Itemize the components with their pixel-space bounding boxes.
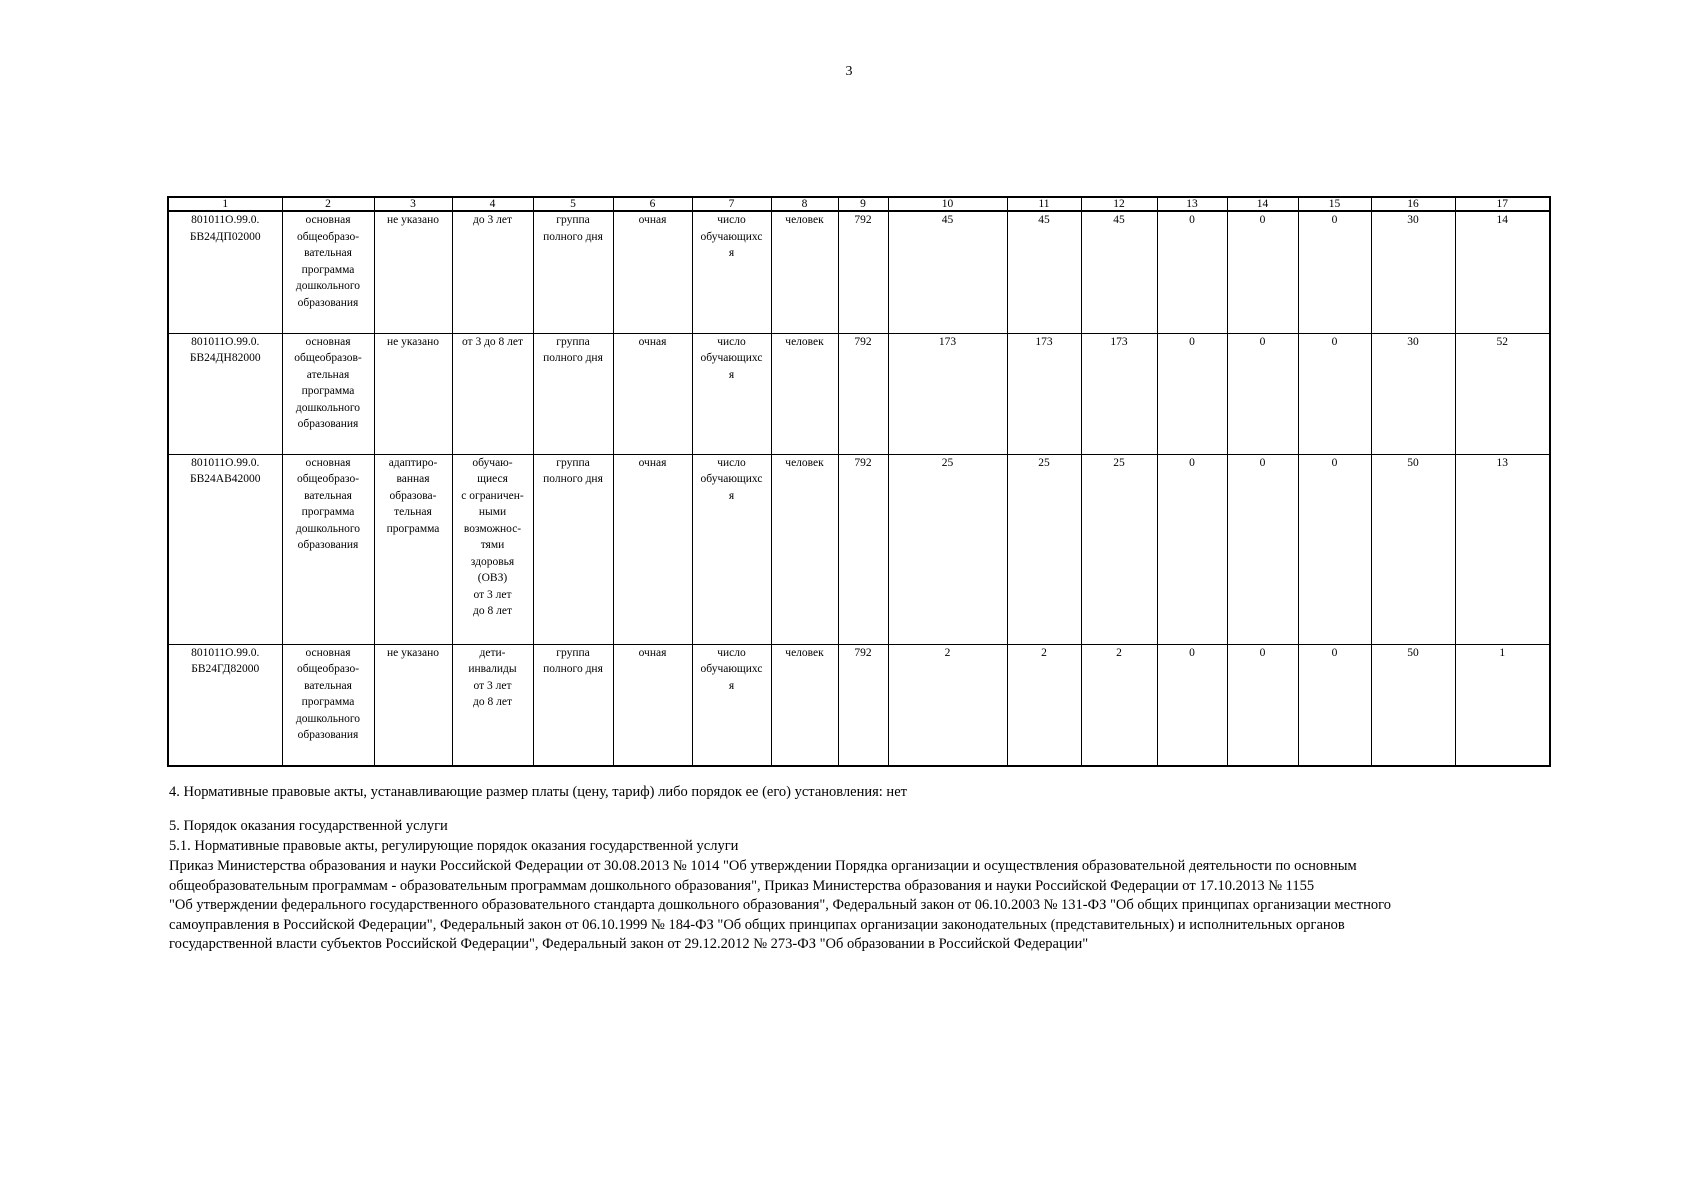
table-cell xyxy=(888,333,1007,454)
column-header: 1 xyxy=(168,197,282,211)
table-cell xyxy=(613,454,692,644)
cell-text: 0 xyxy=(1331,335,1338,348)
cell-text: 792 xyxy=(854,456,872,469)
table-cell xyxy=(1007,454,1081,644)
table-cell xyxy=(374,454,452,644)
table-cell xyxy=(1007,211,1081,333)
cell-text: основная общеобразов- ательная программа дошкольного образования xyxy=(294,335,362,430)
cell-text: 0 xyxy=(1189,335,1195,348)
column-header: 7 xyxy=(692,197,771,211)
cell-text: не указано xyxy=(387,214,439,226)
column-header: 11 xyxy=(1007,197,1081,211)
legal-text-line: государственной власти субъектов Российской Федерации", Федеральный закон от 29.12.2012 № 273-ФЗ "Об образовании в Российской Федерации" xyxy=(169,936,1089,952)
cell-text: группа полного дня xyxy=(543,214,603,243)
table-header-row xyxy=(168,197,1550,211)
cell-text: 25 xyxy=(1113,456,1125,469)
table-cell xyxy=(771,211,838,333)
cell-text: человек xyxy=(785,214,824,226)
table-cell xyxy=(838,333,888,454)
cell-text: 30 xyxy=(1407,335,1419,348)
table-cell xyxy=(613,211,692,333)
cell-text: 173 xyxy=(1035,335,1053,348)
table-cell xyxy=(168,333,282,454)
cell-text: 801011О.99.0. БВ24ДП02000 xyxy=(189,214,261,243)
table-cell xyxy=(888,211,1007,333)
cell-text: 0 xyxy=(1189,456,1195,469)
table-cell xyxy=(374,644,452,766)
cell-text: 2 xyxy=(944,646,951,659)
cell-text: от 3 до 8 лет xyxy=(461,335,524,348)
column-header: 12 xyxy=(1081,197,1157,211)
cell-text: очная xyxy=(638,214,667,226)
page-number: 3 xyxy=(845,64,853,79)
cell-text: 0 xyxy=(1259,456,1266,469)
cell-text: 173 xyxy=(1110,335,1128,348)
table-cell xyxy=(1371,333,1455,454)
cell-text: 45 xyxy=(941,214,954,226)
cell-text: основная общеобразо- вательная программа дошкольного образования xyxy=(295,456,361,551)
cell-text: группа полного дня xyxy=(543,335,603,364)
table-cell xyxy=(1298,333,1371,454)
cell-text: 801011О.99.0. БВ24АВ42000 xyxy=(190,456,261,485)
cell-text: очная xyxy=(638,456,667,469)
cell-text: 801011О.99.0. БВ24ДН82000 xyxy=(189,335,261,364)
table-cell xyxy=(452,454,533,644)
cell-text: человек xyxy=(785,456,824,469)
cell-text: 14 xyxy=(1496,214,1508,226)
table-cell xyxy=(168,454,282,644)
table-cell xyxy=(1371,454,1455,644)
table-cell xyxy=(838,454,888,644)
table-cell xyxy=(1298,211,1371,333)
cell-text: 0 xyxy=(1331,646,1338,659)
cell-text: 30 xyxy=(1407,214,1419,226)
table-cell xyxy=(1455,211,1550,333)
column-header: 16 xyxy=(1371,197,1455,211)
cell-text: 792 xyxy=(854,214,872,226)
cell-text: обучаю- щиеся с ограничен- ными возможнос- тями здоровья (ОВЗ) от 3 лет до 8 лет xyxy=(461,456,524,617)
cell-text: 50 xyxy=(1407,456,1419,469)
column-header: 14 xyxy=(1227,197,1298,211)
cell-text: 0 xyxy=(1259,214,1266,226)
cell-text: 0 xyxy=(1189,646,1195,659)
cell-text: 25 xyxy=(1038,456,1050,469)
cell-text: 2 xyxy=(1041,646,1047,659)
cell-text: группа полного дня xyxy=(543,456,603,485)
cell-text: 45 xyxy=(1038,214,1050,226)
table-cell xyxy=(771,644,838,766)
table-cell xyxy=(1371,644,1455,766)
table-cell xyxy=(1081,454,1157,644)
cell-text: 792 xyxy=(854,646,872,659)
table-cell xyxy=(282,333,374,454)
table-cell xyxy=(1298,644,1371,766)
table-cell xyxy=(533,454,613,644)
table-cell xyxy=(452,333,533,454)
table-cell xyxy=(282,644,374,766)
table-cell xyxy=(452,211,533,333)
column-header: 5 xyxy=(533,197,613,211)
table-cell xyxy=(888,454,1007,644)
cell-text: адаптиро- ванная образова- тельная программа xyxy=(386,456,440,535)
cell-text: человек xyxy=(785,335,824,348)
table-cell xyxy=(1455,644,1550,766)
cell-text: 173 xyxy=(938,335,957,348)
cell-text: до 3 лет xyxy=(473,214,512,226)
table-cell xyxy=(771,333,838,454)
cell-text: 13 xyxy=(1496,456,1508,469)
cell-text: 2 xyxy=(1116,646,1122,659)
cell-text: очная xyxy=(638,646,667,659)
cell-text: основная общеобразо- вательная программа дошкольного образования xyxy=(295,214,361,309)
table-cell xyxy=(1371,211,1455,333)
legal-text-line: Приказ Министерства образования и науки Российской Федерации от 30.08.2013 № 1014 "Об утверждении Порядка организации и осуществления образовательной деятельности по основным xyxy=(169,858,1357,874)
cell-text: 52 xyxy=(1496,335,1508,348)
cell-text: 0 xyxy=(1331,456,1338,469)
table-cell xyxy=(692,644,771,766)
cell-text: 0 xyxy=(1259,335,1266,348)
section-5-heading: 5. Порядок оказания государственной услуги xyxy=(169,818,448,834)
table-cell xyxy=(1157,454,1227,644)
table-cell xyxy=(282,211,374,333)
table-cell xyxy=(533,333,613,454)
cell-text: основная общеобразо- вательная программа дошкольного образования xyxy=(295,646,361,741)
table-cell xyxy=(1227,454,1298,644)
cell-text: 1 xyxy=(1499,646,1506,659)
table-cell xyxy=(692,211,771,333)
column-header: 15 xyxy=(1298,197,1371,211)
table-cell xyxy=(1455,454,1550,644)
table-cell xyxy=(1157,644,1227,766)
cell-text: 50 xyxy=(1407,646,1419,659)
cell-text: 45 xyxy=(1113,214,1125,226)
cell-text: 0 xyxy=(1259,646,1266,659)
cell-text: группа полного дня xyxy=(543,646,603,675)
column-header: 6 xyxy=(613,197,692,211)
cell-text: число обучающихс я xyxy=(700,335,763,381)
cell-text: число обучающихс я xyxy=(700,646,763,692)
table-row xyxy=(168,333,1550,454)
table-cell xyxy=(1081,644,1157,766)
table-cell xyxy=(692,333,771,454)
table-cell xyxy=(1157,333,1227,454)
table-cell xyxy=(692,454,771,644)
cell-text: 792 xyxy=(854,335,872,348)
column-header: 2 xyxy=(282,197,374,211)
column-header: 4 xyxy=(452,197,533,211)
table-cell xyxy=(374,211,452,333)
table-cell xyxy=(838,644,888,766)
table-cell xyxy=(1007,333,1081,454)
legal-text-line: "Об утверждении федерального государственного образовательного стандарта дошкольного образования", Федеральный закон от 06.10.2003 № 131-ФЗ "Об общих принципах организации местного xyxy=(169,897,1391,913)
table-cell xyxy=(613,644,692,766)
cell-text: не указано xyxy=(387,335,439,348)
table-cell xyxy=(374,333,452,454)
table-cell xyxy=(1227,644,1298,766)
legal-text-line: самоуправления в Российской Федерации", Федеральный закон от 06.10.1999 № 184-ФЗ "Об общих принципах организации законодательных (представительных) и исполнительных органов xyxy=(169,916,1345,933)
table-row xyxy=(168,454,1550,644)
column-header: 13 xyxy=(1157,197,1227,211)
table-row xyxy=(168,644,1550,766)
services-table xyxy=(167,196,1551,767)
section-5-1-heading: 5.1. Нормативные правовые акты, регулирующие порядок оказания государственной услуги xyxy=(169,838,739,854)
table-cell xyxy=(1157,211,1227,333)
table-cell xyxy=(613,333,692,454)
table-cell xyxy=(533,211,613,333)
table-cell xyxy=(1227,211,1298,333)
cell-text: очная xyxy=(638,335,667,348)
table-cell xyxy=(1298,454,1371,644)
column-header: 8 xyxy=(771,197,838,211)
table-cell xyxy=(1227,333,1298,454)
column-header: 10 xyxy=(888,197,1007,211)
table-cell xyxy=(1455,333,1550,454)
column-header: 9 xyxy=(838,197,888,211)
column-header: 17 xyxy=(1455,197,1550,211)
section-4-payment-acts: 4. Нормативные правовые акты, устанавливающие размер платы (цену, тариф) либо порядок ее (его) установления: нет xyxy=(169,784,907,800)
table-cell xyxy=(168,211,282,333)
table-cell xyxy=(771,454,838,644)
table-cell xyxy=(1081,211,1157,333)
table-cell xyxy=(1007,644,1081,766)
cell-text: человек xyxy=(785,646,824,659)
column-header: 3 xyxy=(374,197,452,211)
table-cell xyxy=(888,644,1007,766)
cell-text: 0 xyxy=(1331,214,1338,226)
cell-text: 801011О.99.0. БВ24ГД82000 xyxy=(191,646,260,675)
table-cell xyxy=(452,644,533,766)
table-cell xyxy=(168,644,282,766)
table-cell xyxy=(282,454,374,644)
table-cell xyxy=(1081,333,1157,454)
legal-text-line: общеобразовательным программам - образовательным программам дошкольного образования", Приказ Министерства образования и науки Российской Федерации от 17.10.2013 № 1155 xyxy=(169,877,1315,894)
table-cell xyxy=(838,211,888,333)
cell-text: число обучающихс я xyxy=(700,456,763,502)
cell-text: 25 xyxy=(941,456,954,469)
section-5-1-body xyxy=(169,857,1569,955)
cell-text: число обучающихс я xyxy=(700,214,763,259)
cell-text: не указано xyxy=(387,646,439,659)
cell-text: дети- инвалиды от 3 лет до 8 лет xyxy=(468,646,517,708)
cell-text: 0 xyxy=(1189,214,1195,226)
table-cell xyxy=(533,644,613,766)
table-row xyxy=(168,211,1550,333)
